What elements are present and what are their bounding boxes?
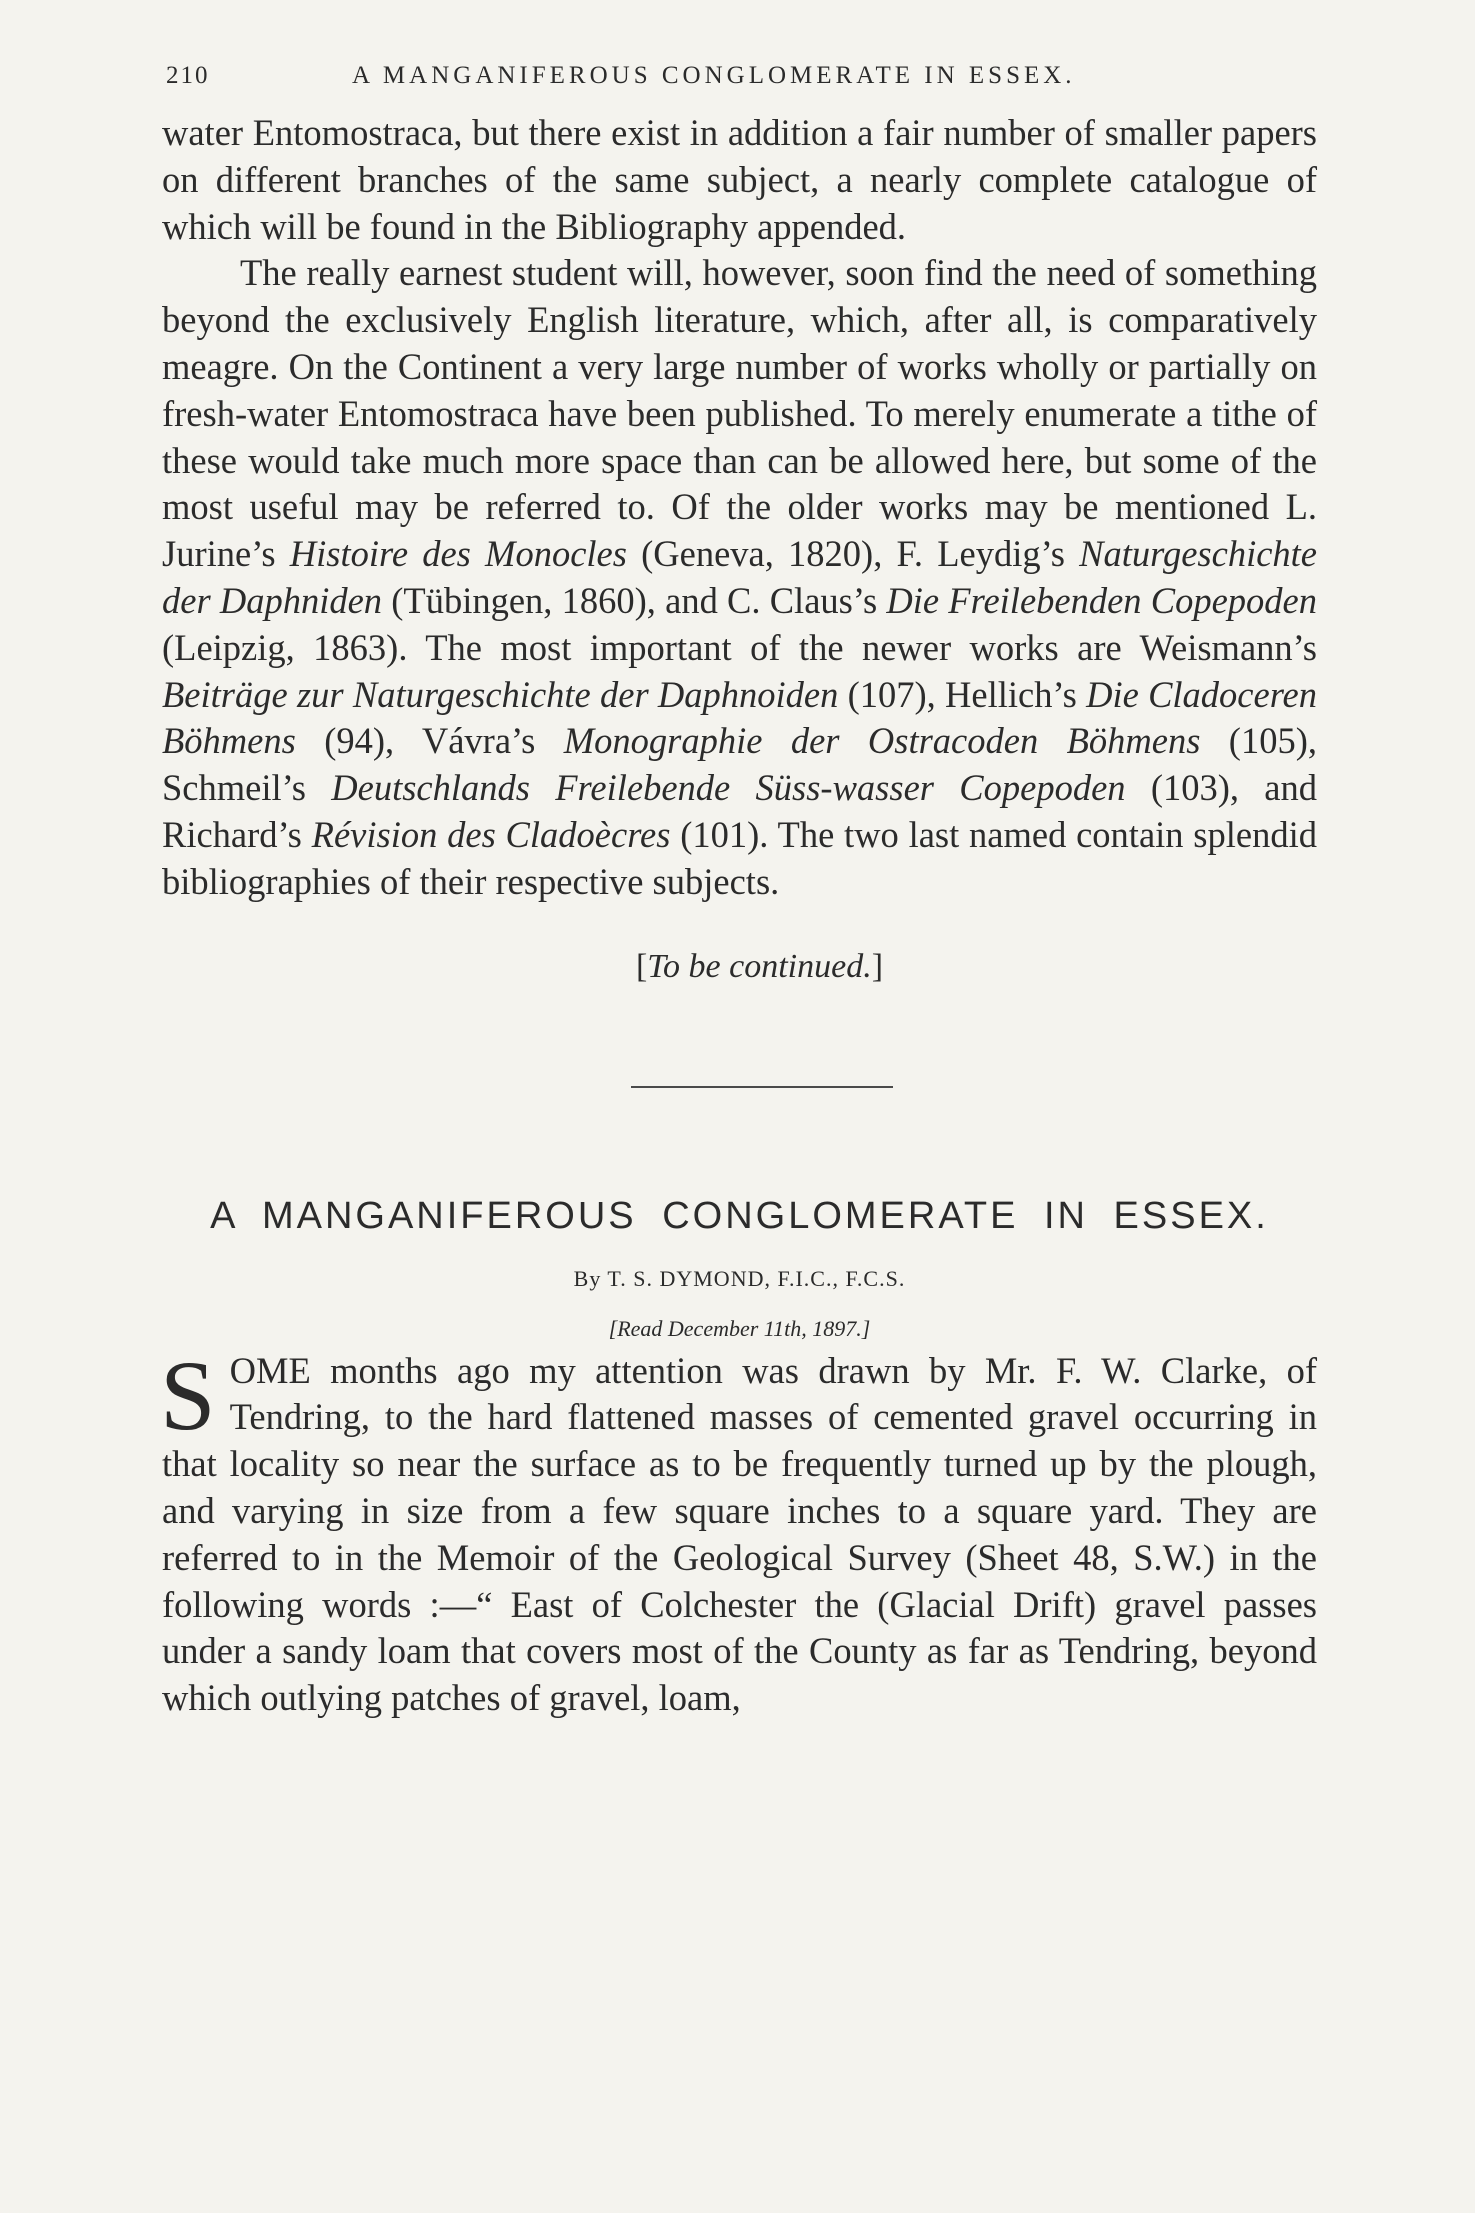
text-run: (Leipzig, 1863). The most important of the newer works are Weismann’s <box>162 626 1317 668</box>
running-title: A MANGANIFEROUS CONGLOMERATE IN ESSEX. <box>352 62 1076 89</box>
text-run: The really earnest student will, however, soon find the need of something beyond the exclusively English literature, which, after all, is comparatively meagre. On the Continent a very large number of works wholly or partially on fresh-water Entomostraca have been published. To merely enumerate a tithe of these would take much more space than can be allowed here, but some of the most useful may be referred to. Of the older works may be mentioned L. Jurine’s <box>162 252 1317 575</box>
book-title: Die Cladoceren Böhmens <box>162 673 1318 762</box>
opening-caps: OME <box>229 1349 311 1391</box>
paragraph-continuation: water Entomostraca, but there exist in addition a fair number of smaller papers on different branches of the same subject, a nearly complete catalogue of which will be found in the Bibliography appended. <box>162 112 1317 247</box>
text-run: (101). The two last named contain splendid bibliographies of their respective subjects. <box>162 813 1317 902</box>
section-divider <box>631 1086 893 1088</box>
text-run: (Tübingen, 1860), and C. Claus’s <box>382 579 887 621</box>
book-title: Révision des Cladoècres <box>311 813 671 855</box>
book-title: Die Freilebenden Copepoden <box>886 579 1317 621</box>
book-title: Monographie der Ostracoden Böhmens <box>563 720 1201 762</box>
read-date-note: [Read December 11th, 1897.] <box>608 1315 871 1341</box>
bracket-open: [ <box>635 947 648 985</box>
page-number: 210 <box>166 62 210 89</box>
to-be-continued-note <box>162 948 1317 998</box>
paragraph-continental-works <box>162 250 1317 905</box>
bracket-close: ] <box>871 947 884 985</box>
author-byline: By T. S. DYMOND, F.I.C., F.C.S. <box>573 1265 906 1291</box>
continued-text: To be continued. <box>647 947 872 985</box>
text-run: (Geneva, 1820), F. Leydig’s <box>626 533 1080 575</box>
running-head <box>162 50 1317 110</box>
book-title: Beiträge zur Naturgeschichte der Daphnoiden <box>162 673 839 715</box>
opening-text: months ago my attention was drawn by Mr. F. W. Clarke, of Tendring, to the hard flattened masses of cemented gravel occurring in that locality so near the surface as to be frequently turned up by the plough, and varying in size from a few square inches to a square yard. They are referred to in the Memoir of the Geological Survey (Sheet 48, S.W.) in the following words :—“ East of Colchester the (Glacial Drift) gravel passes under a sandy loam that covers most of the County as far as Tendring, beyond which outlying patches of gravel, loam, <box>162 1349 1317 1719</box>
paragraph-opening <box>160 1339 1317 1722</box>
text-run: (103), and Richard’s <box>162 767 1317 855</box>
article-title: A MANGANIFEROUS CONGLOMERATE IN ESSEX. <box>210 1194 1269 1237</box>
drop-cap: S <box>160 1339 216 1451</box>
text-run: (94), Vávra’s <box>295 720 564 762</box>
text-run: (107), Hellich’s <box>838 673 1087 715</box>
book-title: Naturgeschichte der Daphniden <box>162 533 1317 621</box>
text-run: (105), Schmeil’s <box>162 720 1317 809</box>
book-title: Deutschlands Freilebende Süss-wasser Copepoden <box>331 767 1126 809</box>
book-title: Histoire des Monocles <box>289 533 627 575</box>
page <box>162 50 1317 1722</box>
